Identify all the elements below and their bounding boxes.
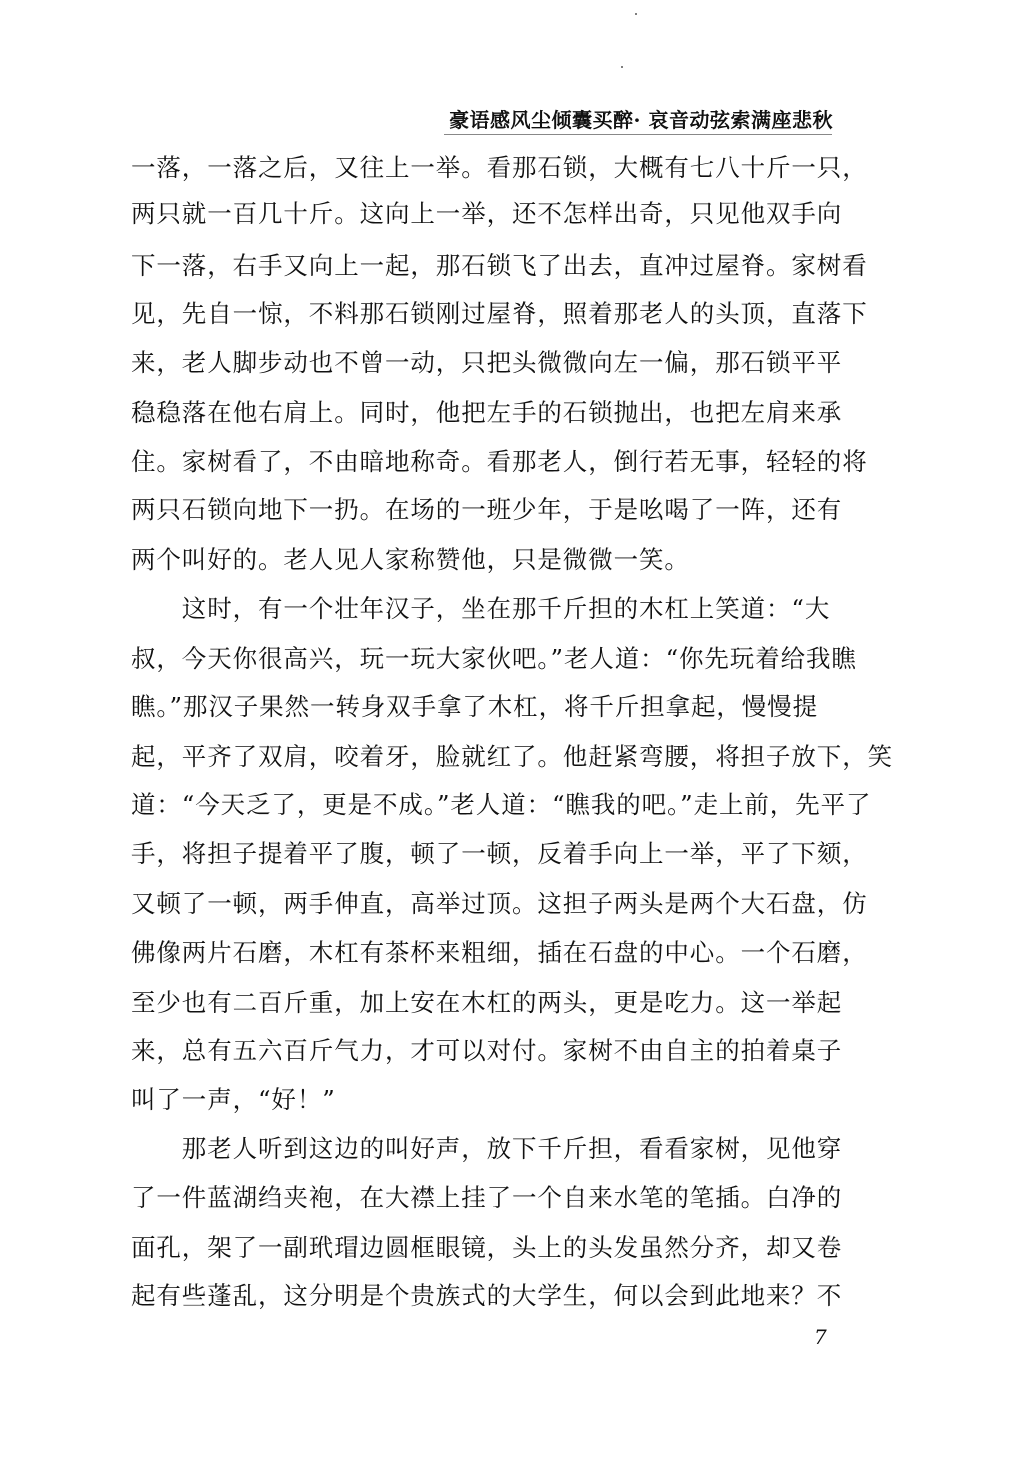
scan-speck [635,13,637,15]
text-line: 那老人听到这边的叫好声，放下千斤担，看看家树，见他穿 [131,1134,843,1163]
text-line: 道：“今天乏了，更是不成。”老人道：“瞧我的吧。”走上前，先平了 [131,790,872,819]
text-line: 瞧。”那汉子果然一转身双手拿了木杠，将千斤担拿起，慢慢提 [131,692,818,721]
page-number: 7 [814,1325,827,1349]
text-line: 这时，有一个壮年汉子，坐在那千斤担的木杠上笑道：“大 [131,594,831,623]
text-line: 稳稳落在他右肩上。同时，他把左手的石锁抛出，也把左肩来承 [131,398,843,427]
text-line: 来，总有五六百斤气力，才可以对付。家树不由自主的拍着桌子 [131,1036,843,1065]
text-line: 叫了一声，“好！” [131,1085,336,1114]
text-line: 了一件蓝湖绉夹袍，在大襟上挂了一个自来水笔的笔插。白净的 [131,1183,843,1212]
text-line: 叔，今天你很高兴，玩一玩大家伙吧。”老人道：“你先玩着给我瞧 [131,644,857,673]
text-line: 下一落，右手又向上一起，那石锁飞了出去，直冲过屋脊。家树看 [131,251,868,280]
text-line: 一落，一落之后，又往上一举。看那石锁，大概有七八十斤一只， [131,153,868,182]
text-line: 佛像两片石磨，木杠有茶杯来粗细，插在石盘的中心。一个石磨， [131,938,868,967]
text-line: 两个叫好的。老人见人家称赞他，只是微微一笑。 [131,545,690,574]
text-line: 两只就一百几十斤。这向上一举，还不怎样出奇，只见他双手向 [131,199,843,228]
text-line: 起有些蓬乱，这分明是个贵族式的大学生，何以会到此地来？不 [131,1281,843,1310]
text-line: 面孔，架了一副玳瑁边圆框眼镜，头上的头发虽然分齐，却又卷 [131,1233,843,1262]
text-line: 见，先自一惊，不料那石锁刚过屋脊，照着那老人的头顶，直落下 [131,299,868,328]
text-line: 至少也有二百斤重，加上安在木杠的两头，更是吃力。这一举起 [131,988,843,1017]
text-line: 又顿了一顿，两手伸直，高举过顶。这担子两头是两个大石盘，仿 [131,889,868,918]
text-line: 两只石锁向地下一扔。在场的一班少年，于是吆喝了一阵，还有 [131,495,843,524]
header-rule [444,134,832,135]
running-header: 豪语感风尘倾囊买醉· 哀音动弦索满座悲秋 [449,108,833,132]
text-line: 住。家树看了，不由暗地称奇。看那老人，倒行若无事，轻轻的将 [131,447,868,476]
text-line: 起，平齐了双肩，咬着牙，脸就红了。他赶紧弯腰，将担子放下，笑 [131,742,893,771]
text-line: 来，老人脚步动也不曾一动，只把头微微向左一偏，那石锁平平 [131,348,843,377]
text-line: 手，将担子提着平了腹，顿了一顿，反着手向上一举，平了下颏， [131,839,868,868]
scan-speck [621,66,623,68]
